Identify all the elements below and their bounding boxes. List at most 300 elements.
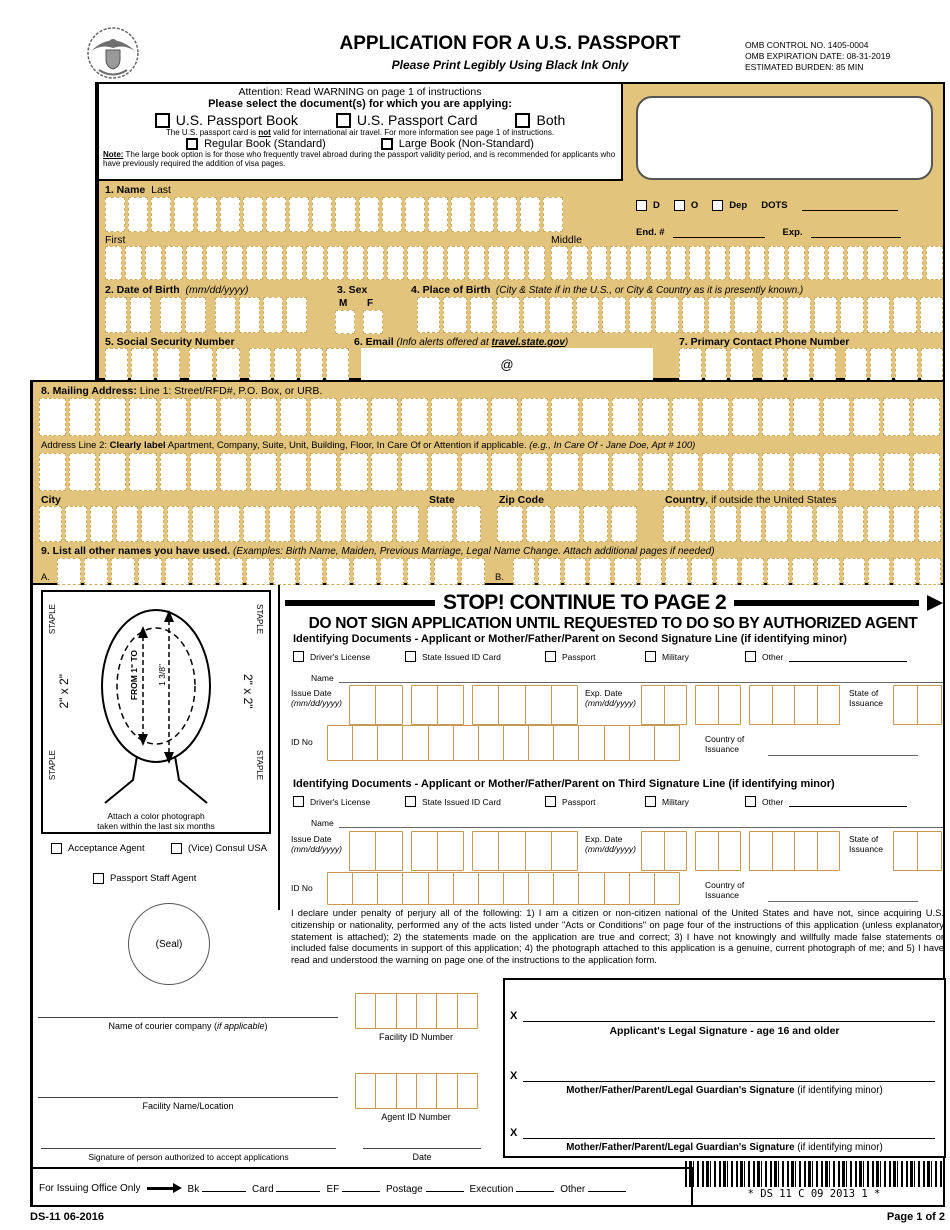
checkbox-icon[interactable] [515, 113, 530, 128]
char-box[interactable] [380, 558, 404, 585]
idno-boxes-b[interactable] [327, 872, 679, 905]
char-box[interactable] [695, 831, 719, 871]
char-box[interactable] [682, 297, 705, 333]
ssn-group1[interactable] [105, 348, 180, 382]
checkbox-icon[interactable] [545, 796, 556, 807]
char-box[interactable] [528, 872, 554, 905]
char-box[interactable] [105, 246, 122, 280]
char-box[interactable] [151, 197, 171, 232]
dob-year-boxes[interactable] [215, 297, 307, 333]
char-box[interactable] [689, 246, 706, 280]
char-box[interactable] [488, 246, 505, 280]
checkbox-acceptance-agent[interactable] [51, 843, 145, 854]
checkbox-military[interactable]: Military [645, 651, 689, 662]
checkbox-passport-doc-b[interactable]: Passport [545, 796, 596, 807]
char-box[interactable] [39, 453, 66, 491]
char-box[interactable] [416, 993, 437, 1029]
char-box[interactable] [528, 246, 545, 280]
agent-id-boxes[interactable] [355, 1073, 477, 1109]
char-box[interactable] [470, 297, 493, 333]
char-box[interactable] [116, 506, 139, 542]
char-box[interactable] [551, 453, 578, 491]
char-box[interactable] [564, 558, 586, 585]
char-box[interactable] [679, 348, 702, 382]
char-box[interactable] [461, 398, 488, 436]
place-of-birth-boxes[interactable] [417, 297, 943, 333]
char-box[interactable] [907, 246, 924, 280]
checkbox-icon[interactable] [381, 138, 393, 150]
char-box[interactable] [189, 348, 213, 382]
char-box[interactable] [602, 297, 625, 333]
sex-f-box[interactable] [363, 310, 383, 334]
char-box[interactable] [887, 246, 904, 280]
char-box[interactable] [461, 453, 488, 491]
char-box[interactable] [436, 993, 457, 1029]
char-box[interactable] [138, 558, 162, 585]
name-line-a[interactable] [339, 682, 943, 683]
char-box[interactable] [407, 558, 431, 585]
other-name-b-boxes[interactable] [513, 558, 941, 585]
char-box[interactable] [246, 246, 263, 280]
checkbox-icon[interactable] [645, 796, 656, 807]
char-box[interactable] [708, 297, 731, 333]
authorized-signature-line[interactable] [41, 1148, 336, 1149]
issue-dd-a[interactable] [411, 685, 464, 725]
char-box[interactable] [243, 197, 263, 232]
char-box[interactable] [286, 297, 307, 333]
char-box[interactable] [160, 453, 187, 491]
char-box[interactable] [269, 506, 292, 542]
char-box[interactable] [578, 872, 604, 905]
char-box[interactable] [772, 685, 796, 725]
ssn-group2[interactable] [189, 348, 239, 382]
char-box[interactable] [893, 831, 918, 871]
country-issuance-line-b[interactable] [768, 901, 918, 902]
char-box[interactable] [641, 685, 665, 725]
char-box[interactable] [630, 246, 647, 280]
char-box[interactable] [411, 831, 438, 871]
char-box[interactable] [718, 685, 742, 725]
char-box[interactable] [352, 872, 378, 905]
char-box[interactable] [105, 197, 125, 232]
char-box[interactable] [604, 725, 630, 761]
char-box[interactable] [453, 872, 479, 905]
checkbox-icon[interactable] [51, 843, 62, 854]
char-box[interactable] [249, 348, 272, 382]
char-box[interactable] [218, 506, 241, 542]
char-box[interactable] [762, 398, 789, 436]
char-box[interactable] [327, 725, 353, 761]
checkbox-d[interactable] [636, 200, 660, 211]
char-box[interactable] [387, 246, 404, 280]
issue-mm-b[interactable] [349, 831, 402, 871]
char-box[interactable] [266, 246, 283, 280]
checkbox-drivers-license[interactable]: Driver's License [293, 651, 370, 662]
exp-date-boxes-b[interactable] [641, 831, 839, 871]
char-box[interactable] [503, 872, 529, 905]
char-box[interactable] [355, 993, 376, 1029]
checkbox-icon[interactable] [186, 138, 198, 150]
char-box[interactable] [503, 725, 529, 761]
facility-id-boxes[interactable] [355, 993, 477, 1029]
char-box[interactable] [772, 831, 796, 871]
checkbox-other[interactable]: Other [745, 651, 907, 662]
char-box[interactable] [280, 398, 307, 436]
end-line[interactable] [673, 228, 765, 238]
char-box[interactable] [371, 506, 394, 542]
char-box[interactable] [629, 872, 655, 905]
issue-date-boxes-a[interactable] [349, 685, 577, 725]
char-box[interactable] [128, 197, 148, 232]
char-box[interactable] [437, 831, 464, 871]
char-box[interactable] [478, 872, 504, 905]
char-box[interactable] [817, 831, 841, 871]
char-box[interactable] [551, 685, 578, 725]
char-box[interactable] [250, 398, 277, 436]
checkbox-drivers-license-b[interactable]: Driver's License [293, 796, 370, 807]
exp-date-boxes-a[interactable] [641, 685, 839, 725]
char-box[interactable] [174, 197, 194, 232]
char-box[interactable] [787, 348, 810, 382]
execution-line[interactable] [516, 1182, 554, 1192]
checkbox-icon[interactable] [93, 873, 104, 884]
checkbox-icon[interactable] [745, 796, 756, 807]
char-box[interactable] [84, 558, 108, 585]
char-box[interactable] [893, 558, 915, 585]
char-box[interactable] [551, 246, 568, 280]
country-boxes[interactable] [663, 506, 941, 542]
checkbox-both[interactable] [515, 112, 565, 128]
char-box[interactable] [434, 558, 458, 585]
checkbox-icon[interactable] [405, 796, 416, 807]
ssn-group3[interactable] [249, 348, 349, 382]
checkbox-state-id-b[interactable]: State Issued ID Card [405, 796, 501, 807]
char-box[interactable] [220, 197, 240, 232]
char-box[interactable] [382, 197, 402, 232]
char-box[interactable] [498, 685, 525, 725]
char-box[interactable] [437, 685, 464, 725]
char-box[interactable] [867, 297, 890, 333]
char-box[interactable] [525, 831, 552, 871]
phone-group1[interactable] [679, 348, 753, 382]
exp-dd-a[interactable] [695, 685, 740, 725]
name-last-boxes[interactable] [105, 197, 563, 232]
char-box[interactable] [543, 197, 563, 232]
char-box[interactable] [263, 297, 284, 333]
char-box[interactable] [768, 246, 785, 280]
exp-yyyy-a[interactable] [749, 685, 839, 725]
char-box[interactable] [893, 297, 916, 333]
char-box[interactable] [280, 453, 307, 491]
char-box[interactable] [672, 453, 699, 491]
issue-yyyy-b[interactable] [472, 831, 577, 871]
issue-date-boxes-b[interactable] [349, 831, 577, 871]
char-box[interactable] [629, 725, 655, 761]
checkbox-icon[interactable] [645, 651, 656, 662]
char-box[interactable] [642, 398, 669, 436]
char-box[interactable] [926, 246, 943, 280]
char-box[interactable] [428, 197, 448, 232]
checkbox-icon[interactable] [405, 651, 416, 662]
char-box[interactable] [239, 297, 260, 333]
char-box[interactable] [611, 506, 637, 542]
address-line1-boxes[interactable] [39, 398, 940, 436]
char-box[interactable] [363, 310, 383, 334]
char-box[interactable] [226, 246, 243, 280]
char-box[interactable] [266, 197, 286, 232]
char-box[interactable] [220, 398, 247, 436]
char-box[interactable] [167, 506, 190, 542]
char-box[interactable] [642, 453, 669, 491]
char-box[interactable] [312, 197, 332, 232]
char-box[interactable] [513, 558, 535, 585]
char-box[interactable] [355, 1073, 376, 1109]
char-box[interactable] [347, 246, 364, 280]
char-box[interactable] [817, 685, 841, 725]
checkbox-state-id[interactable]: State Issued ID Card [405, 651, 501, 662]
char-box[interactable] [895, 348, 917, 382]
char-box[interactable] [883, 453, 910, 491]
char-box[interactable] [918, 506, 941, 542]
char-box[interactable] [474, 197, 494, 232]
char-box[interactable] [145, 246, 162, 280]
char-box[interactable] [468, 246, 485, 280]
char-box[interactable] [320, 506, 343, 542]
char-box[interactable] [125, 246, 142, 280]
char-box[interactable] [791, 506, 814, 542]
state-boxes[interactable] [427, 506, 481, 542]
char-box[interactable] [69, 398, 96, 436]
char-box[interactable] [345, 506, 368, 542]
char-box[interactable] [655, 297, 678, 333]
char-box[interactable] [250, 453, 277, 491]
char-box[interactable] [340, 453, 367, 491]
char-box[interactable] [185, 297, 207, 333]
char-box[interactable] [614, 558, 636, 585]
char-box[interactable] [461, 558, 485, 585]
char-box[interactable] [157, 348, 180, 382]
char-box[interactable] [215, 297, 236, 333]
char-box[interactable] [921, 348, 943, 382]
char-box[interactable] [456, 506, 482, 542]
country-issuance-line-a[interactable] [768, 755, 918, 756]
sex-m-box[interactable] [335, 310, 355, 334]
char-box[interactable] [105, 348, 128, 382]
guardian-signature-line-1[interactable] [523, 1081, 935, 1082]
char-box[interactable] [893, 685, 918, 725]
char-box[interactable] [538, 558, 560, 585]
char-box[interactable] [192, 506, 215, 542]
char-box[interactable] [407, 246, 424, 280]
char-box[interactable] [129, 398, 156, 436]
exp-mm-b[interactable] [641, 831, 686, 871]
char-box[interactable] [396, 993, 417, 1029]
char-box[interactable] [274, 348, 297, 382]
char-box[interactable] [310, 398, 337, 436]
dob-boxes[interactable] [105, 297, 307, 333]
exp-yyyy-b[interactable] [749, 831, 839, 871]
char-box[interactable] [165, 246, 182, 280]
char-box[interactable] [762, 453, 789, 491]
char-box[interactable] [402, 725, 428, 761]
char-box[interactable] [840, 297, 863, 333]
char-box[interactable] [243, 506, 266, 542]
char-box[interactable] [817, 558, 839, 585]
other-issuing-line[interactable] [588, 1182, 626, 1192]
checkbox-icon[interactable] [636, 200, 647, 211]
char-box[interactable] [300, 348, 323, 382]
char-box[interactable] [749, 246, 766, 280]
char-box[interactable] [417, 297, 440, 333]
char-box[interactable] [141, 506, 164, 542]
char-box[interactable] [917, 831, 942, 871]
char-box[interactable] [842, 506, 865, 542]
date-line[interactable] [363, 1148, 481, 1149]
char-box[interactable] [571, 246, 588, 280]
char-box[interactable] [734, 297, 757, 333]
char-box[interactable] [787, 297, 810, 333]
char-box[interactable] [57, 558, 81, 585]
ssn-boxes[interactable] [105, 348, 349, 382]
char-box[interactable] [794, 685, 818, 725]
state-issuance-boxes-a[interactable] [893, 685, 941, 725]
char-box[interactable] [453, 725, 479, 761]
char-box[interactable] [641, 831, 665, 871]
char-box[interactable] [427, 246, 444, 280]
char-box[interactable] [105, 297, 127, 333]
char-box[interactable] [411, 685, 438, 725]
char-box[interactable] [521, 398, 548, 436]
char-box[interactable] [508, 246, 525, 280]
char-box[interactable] [867, 506, 890, 542]
char-box[interactable] [654, 872, 680, 905]
char-box[interactable] [447, 246, 464, 280]
checkbox-icon[interactable] [293, 651, 304, 662]
char-box[interactable] [165, 558, 189, 585]
char-box[interactable] [521, 453, 548, 491]
char-box[interactable] [367, 246, 384, 280]
name-line-b[interactable] [339, 827, 943, 828]
char-box[interactable] [520, 197, 540, 232]
char-box[interactable] [335, 310, 355, 334]
phone-group2[interactable] [762, 348, 836, 382]
char-box[interactable] [491, 453, 518, 491]
char-box[interactable] [665, 558, 687, 585]
char-box[interactable] [793, 398, 820, 436]
char-box[interactable] [629, 297, 652, 333]
char-box[interactable] [197, 197, 217, 232]
char-box[interactable] [762, 348, 785, 382]
checkbox-icon[interactable] [155, 113, 170, 128]
char-box[interactable] [867, 246, 884, 280]
char-box[interactable] [431, 453, 458, 491]
char-box[interactable] [823, 398, 850, 436]
char-box[interactable] [610, 246, 627, 280]
char-box[interactable] [497, 197, 517, 232]
char-box[interactable] [549, 297, 572, 333]
char-box[interactable] [792, 558, 814, 585]
char-box[interactable] [654, 725, 680, 761]
char-box[interactable] [813, 348, 836, 382]
checkbox-passport-card[interactable] [336, 112, 478, 128]
exp-line[interactable] [811, 228, 901, 238]
char-box[interactable] [612, 453, 639, 491]
char-box[interactable] [551, 831, 578, 871]
char-box[interactable] [870, 348, 892, 382]
char-box[interactable] [853, 398, 880, 436]
char-box[interactable] [523, 297, 546, 333]
char-box[interactable] [286, 246, 303, 280]
char-box[interactable] [591, 246, 608, 280]
char-box[interactable] [920, 297, 943, 333]
char-box[interactable] [131, 348, 154, 382]
char-box[interactable] [472, 831, 499, 871]
char-box[interactable] [349, 831, 376, 871]
checkbox-o[interactable] [674, 200, 698, 211]
char-box[interactable] [893, 506, 916, 542]
char-box[interactable] [428, 725, 454, 761]
char-box[interactable] [396, 1073, 417, 1109]
char-box[interactable] [375, 831, 402, 871]
char-box[interactable] [576, 297, 599, 333]
checkbox-other-b[interactable]: Other [745, 796, 907, 807]
char-box[interactable] [853, 453, 880, 491]
char-box[interactable] [375, 993, 396, 1029]
char-box[interactable] [371, 398, 398, 436]
char-box[interactable] [371, 453, 398, 491]
char-box[interactable] [553, 725, 579, 761]
char-box[interactable] [375, 685, 402, 725]
checkbox-icon[interactable] [545, 651, 556, 662]
char-box[interactable] [732, 453, 759, 491]
char-box[interactable] [691, 558, 713, 585]
char-box[interactable] [326, 348, 349, 382]
char-box[interactable] [352, 725, 378, 761]
card-line[interactable] [276, 1182, 320, 1192]
issue-dd-b[interactable] [411, 831, 464, 871]
ef-line[interactable] [342, 1182, 380, 1192]
char-box[interactable] [695, 685, 719, 725]
checkbox-icon[interactable] [293, 796, 304, 807]
char-box[interactable] [340, 398, 367, 436]
idno-boxes-a[interactable] [327, 725, 679, 761]
char-box[interactable] [730, 348, 753, 382]
char-box[interactable] [663, 506, 686, 542]
char-box[interactable] [111, 558, 135, 585]
char-box[interactable] [749, 685, 773, 725]
char-box[interactable] [190, 453, 217, 491]
char-box[interactable] [551, 398, 578, 436]
char-box[interactable] [883, 398, 910, 436]
char-box[interactable] [192, 558, 216, 585]
char-box[interactable] [443, 297, 466, 333]
char-box[interactable] [457, 993, 478, 1029]
char-box[interactable] [749, 831, 773, 871]
checkbox-icon[interactable] [712, 200, 723, 211]
char-box[interactable] [289, 197, 309, 232]
char-box[interactable] [589, 558, 611, 585]
char-box[interactable] [554, 506, 580, 542]
phone-group3[interactable] [845, 348, 943, 382]
applicant-signature-line[interactable] [523, 1021, 935, 1022]
char-box[interactable] [714, 506, 737, 542]
char-box[interactable] [326, 558, 350, 585]
state-issuance-boxes-b[interactable] [893, 831, 941, 871]
checkbox-icon[interactable] [336, 113, 351, 128]
char-box[interactable] [582, 398, 609, 436]
char-box[interactable] [216, 348, 240, 382]
char-box[interactable] [349, 685, 376, 725]
